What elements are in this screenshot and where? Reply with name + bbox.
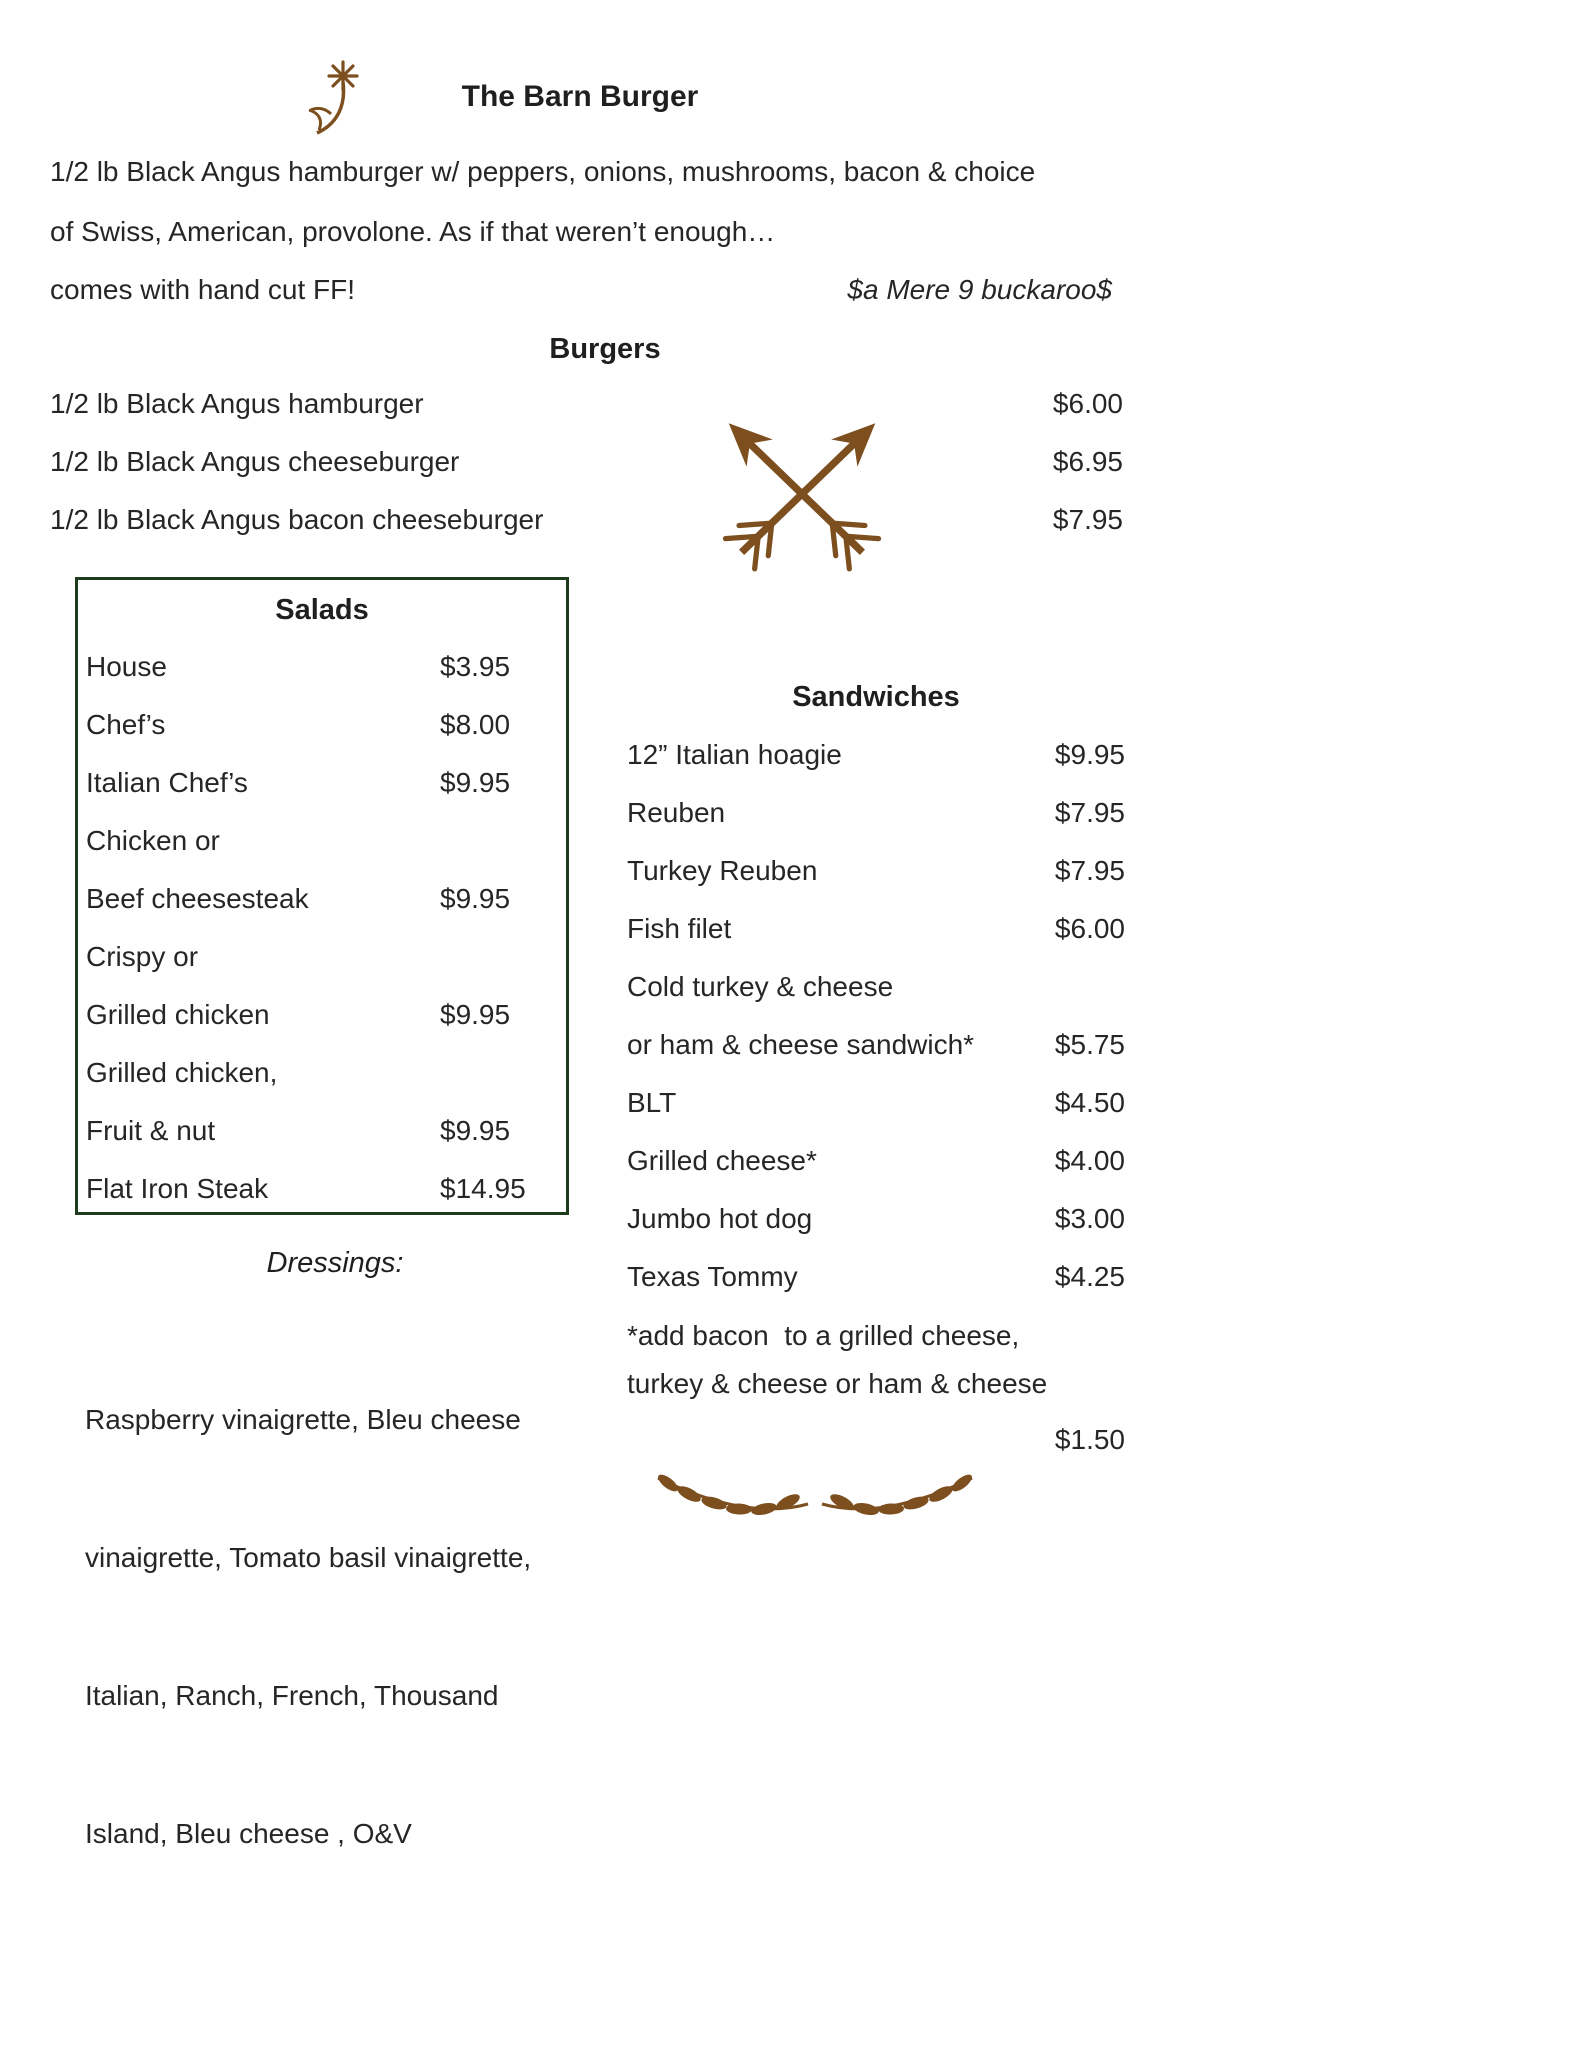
item-price: $7.95 bbox=[1054, 797, 1125, 828]
item-name: Cold turkey & cheese bbox=[627, 971, 894, 1002]
item-price: $9.95 bbox=[440, 883, 511, 914]
sandwich-item-row bbox=[627, 855, 1125, 887]
sandwich-item-row bbox=[627, 1145, 1125, 1177]
item-price: $3.00 bbox=[1054, 1203, 1125, 1234]
item-price: $9.95 bbox=[1054, 739, 1125, 770]
item-price: $4.50 bbox=[1054, 1087, 1125, 1118]
item-name: 12” Italian hoagie bbox=[627, 739, 842, 770]
burger-item-row bbox=[50, 388, 1123, 420]
item-price: $14.95 bbox=[440, 1173, 526, 1204]
salad-item-row bbox=[78, 767, 566, 799]
sandwich-item-row bbox=[627, 1203, 1125, 1235]
dressings-line: vinaigrette, Tomato basil vinaigrette, bbox=[85, 1542, 532, 1573]
intro-line-1: 1/2 lb Black Angus hamburger w/ peppers, onions, mushrooms, bacon & choice bbox=[50, 156, 1036, 187]
item-name: BLT bbox=[627, 1087, 677, 1118]
dressings-line: Raspberry vinaigrette, Bleu cheese bbox=[85, 1404, 521, 1435]
laurel-divider-icon bbox=[650, 1460, 980, 1532]
dressings-line: Island, Bleu cheese , O&V bbox=[85, 1818, 412, 1849]
item-name: Flat Iron Steak bbox=[86, 1173, 269, 1204]
salad-item-row bbox=[78, 825, 566, 857]
item-price: $7.95 bbox=[1052, 504, 1123, 535]
item-name: 1/2 lb Black Angus hamburger bbox=[50, 388, 424, 419]
sandwich-item-row bbox=[627, 913, 1125, 945]
item-name: Grilled cheese* bbox=[627, 1145, 817, 1176]
sandwich-footnote-price: $1.50 bbox=[1054, 1424, 1125, 1455]
item-name: Jumbo hot dog bbox=[627, 1203, 813, 1234]
item-price: $9.95 bbox=[440, 767, 511, 798]
item-name: or ham & cheese sandwich* bbox=[627, 1029, 975, 1060]
item-price: $4.00 bbox=[1054, 1145, 1125, 1176]
salad-item-row bbox=[78, 1057, 566, 1089]
salad-item-row bbox=[78, 1115, 566, 1147]
item-name: Turkey Reuben bbox=[627, 855, 818, 886]
item-price: $6.00 bbox=[1054, 913, 1125, 944]
burger-item-row bbox=[50, 446, 1123, 478]
item-price: $3.95 bbox=[440, 651, 511, 682]
intro-ff-text: comes with hand cut FF! bbox=[50, 274, 356, 305]
item-name: Grilled chicken, bbox=[86, 1057, 278, 1088]
burger-item-row bbox=[50, 504, 1123, 536]
sandwich-item-row bbox=[627, 971, 1125, 1003]
item-name: 1/2 lb Black Angus cheeseburger bbox=[50, 446, 460, 477]
salad-item-row bbox=[78, 999, 566, 1031]
dressings-line: Italian, Ranch, French, Thousand bbox=[85, 1680, 499, 1711]
dressings-heading: Dressings: bbox=[266, 1247, 404, 1279]
sandwich-footnote-line-2: turkey & cheese or ham & cheese bbox=[627, 1368, 1048, 1399]
intro-line-3 bbox=[50, 274, 1112, 306]
salads-box bbox=[75, 577, 569, 1215]
item-price: $6.00 bbox=[1052, 388, 1123, 419]
item-name: House bbox=[86, 651, 167, 682]
item-price: $7.95 bbox=[1054, 855, 1125, 886]
item-price: $5.75 bbox=[1054, 1029, 1125, 1060]
burgers-heading: Burgers bbox=[549, 333, 661, 365]
item-name: Chicken or bbox=[86, 825, 220, 856]
item-price: $9.95 bbox=[440, 999, 511, 1030]
sandwich-footnote-line-1: *add bacon to a grilled cheese, bbox=[627, 1320, 1020, 1351]
salad-item-row bbox=[78, 1173, 566, 1205]
salads-heading: Salads bbox=[275, 594, 369, 626]
intro-line-2: of Swiss, American, provolone. As if that weren’t enough… bbox=[50, 216, 776, 247]
sandwich-item-row bbox=[627, 1087, 1125, 1119]
page-title: The Barn Burger bbox=[461, 80, 699, 113]
sandwiches-heading: Sandwiches bbox=[792, 681, 960, 713]
salad-item-row bbox=[78, 941, 566, 973]
item-name: Italian Chef’s bbox=[86, 767, 248, 798]
sandwich-item-row bbox=[627, 1261, 1125, 1293]
sandwich-item-row bbox=[627, 1029, 1125, 1061]
item-name: Chef’s bbox=[86, 709, 166, 740]
item-price: $6.95 bbox=[1052, 446, 1123, 477]
crossed-arrows-icon bbox=[697, 392, 907, 597]
item-name: 1/2 lb Black Angus bacon cheeseburger bbox=[50, 504, 544, 535]
item-price: $8.00 bbox=[440, 709, 511, 740]
item-name: Fish filet bbox=[627, 913, 732, 944]
intro-price-tag: $a Mere 9 buckaroo$ bbox=[847, 274, 1112, 305]
item-name: Crispy or bbox=[86, 941, 199, 972]
sandwich-item-row bbox=[627, 797, 1125, 829]
salad-item-row bbox=[78, 709, 566, 741]
item-name: Texas Tommy bbox=[627, 1261, 798, 1292]
item-name: Beef cheesesteak bbox=[86, 883, 309, 914]
item-name: Reuben bbox=[627, 797, 726, 828]
item-name: Fruit & nut bbox=[86, 1115, 216, 1146]
item-price: $9.95 bbox=[440, 1115, 511, 1146]
item-price: $4.25 bbox=[1054, 1261, 1125, 1292]
dressings-list bbox=[85, 1305, 531, 1903]
salad-item-row bbox=[78, 883, 566, 915]
sprig-flower-icon bbox=[303, 58, 365, 136]
salad-item-row bbox=[78, 651, 566, 683]
item-name: Grilled chicken bbox=[86, 999, 270, 1030]
sandwich-item-row bbox=[627, 739, 1125, 771]
